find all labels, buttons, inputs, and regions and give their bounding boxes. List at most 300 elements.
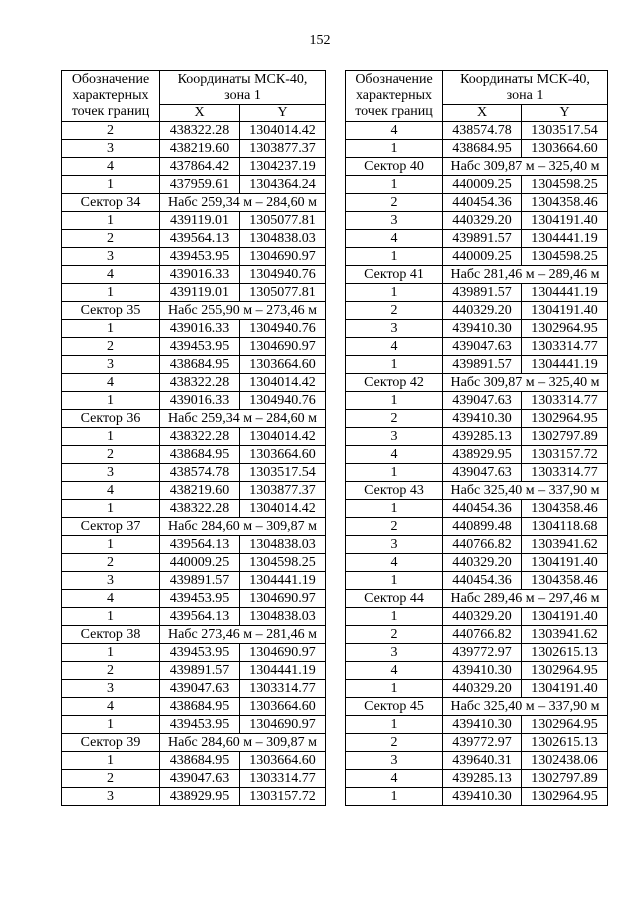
coord-x: 438684.95 — [443, 140, 522, 158]
coord-y: 1304191.40 — [522, 554, 608, 572]
sector-label: Сектор 39 — [62, 734, 160, 752]
table-row — [346, 212, 608, 230]
header-y: Y — [240, 105, 326, 122]
point-number: 4 — [62, 482, 160, 500]
table-row — [346, 644, 608, 662]
coord-x: 439453.95 — [160, 716, 240, 734]
table-row — [346, 788, 608, 806]
sector-row — [346, 374, 608, 392]
sector-label: Сектор 36 — [62, 410, 160, 428]
coord-y: 1304940.76 — [240, 392, 326, 410]
coord-y: 1303664.60 — [240, 752, 326, 770]
coord-y: 1303664.60 — [240, 698, 326, 716]
point-number: 1 — [346, 500, 443, 518]
coord-y: 1303157.72 — [240, 788, 326, 806]
coord-x: 438929.95 — [443, 446, 522, 464]
coord-x: 439453.95 — [160, 644, 240, 662]
point-number: 2 — [346, 410, 443, 428]
table-row — [346, 770, 608, 788]
coord-y: 1304598.25 — [240, 554, 326, 572]
coord-y: 1304838.03 — [240, 230, 326, 248]
table-row — [346, 626, 608, 644]
point-number: 1 — [346, 356, 443, 374]
coord-x: 439453.95 — [160, 248, 240, 266]
table-row — [346, 446, 608, 464]
coord-x: 439016.33 — [160, 392, 240, 410]
table-row — [62, 158, 326, 176]
coord-y: 1304191.40 — [522, 302, 608, 320]
azimuth-range: Набс 309,87 м – 325,40 м — [443, 158, 608, 176]
coord-y: 1303517.54 — [522, 122, 608, 140]
coord-y: 1304690.97 — [240, 248, 326, 266]
coord-y: 1304014.42 — [240, 122, 326, 140]
coord-x: 438574.78 — [160, 464, 240, 482]
table-row — [62, 230, 326, 248]
sector-row — [346, 158, 608, 176]
header-x: X — [443, 105, 522, 122]
coord-x: 439564.13 — [160, 536, 240, 554]
coord-x: 440329.20 — [443, 680, 522, 698]
sector-label: Сектор 44 — [346, 590, 443, 608]
point-number: 1 — [62, 392, 160, 410]
sector-row — [62, 302, 326, 320]
sector-label: Сектор 37 — [62, 518, 160, 536]
coord-y: 1304364.24 — [240, 176, 326, 194]
table-row — [62, 572, 326, 590]
point-number: 1 — [346, 608, 443, 626]
point-number: 1 — [346, 392, 443, 410]
coord-x: 440009.25 — [443, 248, 522, 266]
coord-y: 1305077.81 — [240, 284, 326, 302]
coord-y: 1304358.46 — [522, 500, 608, 518]
point-number: 3 — [346, 536, 443, 554]
table-row — [62, 266, 326, 284]
table-row — [62, 446, 326, 464]
coord-x: 439891.57 — [160, 662, 240, 680]
point-number: 3 — [346, 320, 443, 338]
coord-x: 439119.01 — [160, 284, 240, 302]
coord-x: 437959.61 — [160, 176, 240, 194]
header-coordinates: Координаты МСК-40, зона 1 — [160, 71, 326, 105]
coord-y: 1304838.03 — [240, 536, 326, 554]
coord-x: 439564.13 — [160, 608, 240, 626]
sector-row — [62, 734, 326, 752]
sector-row — [62, 194, 326, 212]
coord-x: 439410.30 — [443, 410, 522, 428]
coord-x: 439410.30 — [443, 716, 522, 734]
sector-row — [62, 518, 326, 536]
point-number: 4 — [62, 158, 160, 176]
azimuth-range: Набс 255,90 м – 273,46 м — [160, 302, 326, 320]
point-number: 3 — [62, 248, 160, 266]
table-row — [62, 320, 326, 338]
point-number: 4 — [62, 698, 160, 716]
point-number: 1 — [62, 500, 160, 518]
table-row — [62, 698, 326, 716]
coord-y: 1304598.25 — [522, 176, 608, 194]
sector-label: Сектор 45 — [346, 698, 443, 716]
table-row — [62, 716, 326, 734]
table-row — [62, 788, 326, 806]
table-row — [62, 464, 326, 482]
table-row — [346, 284, 608, 302]
azimuth-range: Набс 309,87 м – 325,40 м — [443, 374, 608, 392]
azimuth-range: Набс 325,40 м – 337,90 м — [443, 482, 608, 500]
azimuth-range: Набс 259,34 м – 284,60 м — [160, 194, 326, 212]
table-row — [62, 212, 326, 230]
coord-y: 1304690.97 — [240, 644, 326, 662]
coord-y: 1303314.77 — [522, 392, 608, 410]
table-row — [346, 194, 608, 212]
coord-x: 439047.63 — [160, 680, 240, 698]
point-number: 1 — [62, 716, 160, 734]
coord-x: 438684.95 — [160, 446, 240, 464]
coord-y: 1304690.97 — [240, 590, 326, 608]
point-number: 4 — [346, 122, 443, 140]
coord-y: 1303877.37 — [240, 140, 326, 158]
sector-label: Сектор 42 — [346, 374, 443, 392]
table-row — [62, 284, 326, 302]
coord-x: 439047.63 — [443, 392, 522, 410]
table-row — [62, 428, 326, 446]
point-number: 4 — [346, 770, 443, 788]
coord-y: 1302964.95 — [522, 716, 608, 734]
point-number: 1 — [346, 248, 443, 266]
coord-y: 1303517.54 — [240, 464, 326, 482]
table-row — [62, 338, 326, 356]
sector-row — [346, 590, 608, 608]
point-number: 2 — [62, 554, 160, 572]
point-number: 2 — [62, 122, 160, 140]
sector-row — [62, 626, 326, 644]
table-row — [346, 338, 608, 356]
table-row — [346, 230, 608, 248]
point-number: 1 — [62, 320, 160, 338]
coord-y: 1302438.06 — [522, 752, 608, 770]
coord-x: 438322.28 — [160, 428, 240, 446]
coord-y: 1303314.77 — [240, 770, 326, 788]
table-row — [346, 716, 608, 734]
table-row — [346, 140, 608, 158]
point-number: 2 — [346, 626, 443, 644]
table-row — [346, 572, 608, 590]
coord-x: 440009.25 — [160, 554, 240, 572]
coord-x: 440454.36 — [443, 194, 522, 212]
header-coordinates: Координаты МСК-40, зона 1 — [443, 71, 608, 105]
coord-x: 439453.95 — [160, 338, 240, 356]
point-number: 2 — [346, 302, 443, 320]
coord-y: 1304014.42 — [240, 374, 326, 392]
coord-x: 438322.28 — [160, 374, 240, 392]
coord-x: 438219.60 — [160, 482, 240, 500]
point-number: 1 — [346, 788, 443, 806]
point-number: 2 — [346, 518, 443, 536]
point-number: 1 — [346, 140, 443, 158]
point-number: 2 — [62, 230, 160, 248]
point-number: 1 — [346, 284, 443, 302]
table-row — [346, 680, 608, 698]
coord-y: 1303314.77 — [522, 464, 608, 482]
coord-y: 1304358.46 — [522, 194, 608, 212]
point-number: 3 — [62, 356, 160, 374]
coord-y: 1302615.13 — [522, 734, 608, 752]
table-row — [346, 518, 608, 536]
table-row — [346, 734, 608, 752]
point-number: 4 — [62, 590, 160, 608]
coordinates-table-right — [345, 70, 608, 806]
point-number: 1 — [62, 644, 160, 662]
coord-x: 439640.31 — [443, 752, 522, 770]
coord-y: 1304191.40 — [522, 680, 608, 698]
coord-y: 1302797.89 — [522, 770, 608, 788]
coord-x: 439410.30 — [443, 662, 522, 680]
coord-y: 1304690.97 — [240, 716, 326, 734]
coord-x: 440329.20 — [443, 554, 522, 572]
coord-x: 439047.63 — [160, 770, 240, 788]
coord-x: 440329.20 — [443, 212, 522, 230]
point-number: 2 — [62, 662, 160, 680]
coord-y: 1305077.81 — [240, 212, 326, 230]
sector-label: Сектор 38 — [62, 626, 160, 644]
coord-x: 440454.36 — [443, 500, 522, 518]
coord-x: 438684.95 — [160, 752, 240, 770]
coord-x: 439891.57 — [443, 230, 522, 248]
table-row — [346, 122, 608, 140]
coord-x: 439285.13 — [443, 428, 522, 446]
table-row — [62, 356, 326, 374]
table-row — [346, 662, 608, 680]
table-row — [346, 410, 608, 428]
point-number: 1 — [62, 608, 160, 626]
table-row — [62, 644, 326, 662]
table-row — [62, 608, 326, 626]
coord-y: 1304441.19 — [522, 356, 608, 374]
point-number: 3 — [346, 212, 443, 230]
coord-x: 440329.20 — [443, 302, 522, 320]
point-number: 4 — [346, 230, 443, 248]
point-number: 1 — [62, 752, 160, 770]
coord-x: 440766.82 — [443, 626, 522, 644]
coord-x: 440899.48 — [443, 518, 522, 536]
table-row — [346, 302, 608, 320]
point-number: 3 — [346, 752, 443, 770]
table-row — [62, 482, 326, 500]
table-row — [346, 428, 608, 446]
table-row — [346, 248, 608, 266]
coord-x: 438219.60 — [160, 140, 240, 158]
coord-x: 439772.97 — [443, 734, 522, 752]
azimuth-range: Набс 284,60 м – 309,87 м — [160, 734, 326, 752]
point-number: 1 — [346, 176, 443, 194]
coord-y: 1304598.25 — [522, 248, 608, 266]
coord-y: 1303664.60 — [240, 356, 326, 374]
point-number: 2 — [62, 770, 160, 788]
point-number: 4 — [346, 338, 443, 356]
sector-row — [346, 266, 608, 284]
sector-label: Сектор 34 — [62, 194, 160, 212]
table-row — [346, 392, 608, 410]
coord-x: 439285.13 — [443, 770, 522, 788]
point-number: 1 — [346, 572, 443, 590]
coord-y: 1304014.42 — [240, 500, 326, 518]
point-number: 2 — [346, 734, 443, 752]
coord-x: 440454.36 — [443, 572, 522, 590]
coord-x: 439564.13 — [160, 230, 240, 248]
coord-y: 1302964.95 — [522, 788, 608, 806]
coord-y: 1303314.77 — [240, 680, 326, 698]
coord-y: 1303877.37 — [240, 482, 326, 500]
azimuth-range: Набс 259,34 м – 284,60 м — [160, 410, 326, 428]
coord-x: 439453.95 — [160, 590, 240, 608]
coord-y: 1304690.97 — [240, 338, 326, 356]
table-row — [62, 590, 326, 608]
coord-x: 439891.57 — [443, 284, 522, 302]
table-row — [62, 536, 326, 554]
point-number: 1 — [62, 176, 160, 194]
coord-x: 440766.82 — [443, 536, 522, 554]
point-number: 1 — [346, 464, 443, 482]
coord-x: 438929.95 — [160, 788, 240, 806]
coord-y: 1302964.95 — [522, 320, 608, 338]
table-row — [62, 500, 326, 518]
table-row — [346, 500, 608, 518]
point-number: 2 — [62, 338, 160, 356]
table-row — [346, 356, 608, 374]
header-y: Y — [522, 105, 608, 122]
sector-row — [62, 410, 326, 428]
coord-y: 1302964.95 — [522, 410, 608, 428]
table-row — [346, 608, 608, 626]
table-row — [346, 536, 608, 554]
coord-y: 1304838.03 — [240, 608, 326, 626]
azimuth-range: Набс 289,46 м – 297,46 м — [443, 590, 608, 608]
coord-y: 1302615.13 — [522, 644, 608, 662]
sector-label: Сектор 41 — [346, 266, 443, 284]
sector-row — [346, 698, 608, 716]
coord-y: 1304014.42 — [240, 428, 326, 446]
table-row — [62, 140, 326, 158]
table-row — [346, 320, 608, 338]
coord-x: 439016.33 — [160, 320, 240, 338]
coord-y: 1304441.19 — [522, 230, 608, 248]
point-number: 1 — [62, 212, 160, 230]
point-number: 1 — [62, 284, 160, 302]
point-number: 3 — [62, 464, 160, 482]
coord-x: 440329.20 — [443, 608, 522, 626]
coord-x: 440009.25 — [443, 176, 522, 194]
coord-y: 1304237.19 — [240, 158, 326, 176]
point-number: 1 — [62, 536, 160, 554]
table-row — [62, 752, 326, 770]
azimuth-range: Набс 325,40 м – 337,90 м — [443, 698, 608, 716]
point-number: 2 — [346, 194, 443, 212]
table-row — [62, 122, 326, 140]
coord-x: 438574.78 — [443, 122, 522, 140]
table-row — [62, 662, 326, 680]
table-row — [346, 554, 608, 572]
sector-row — [346, 482, 608, 500]
table-row — [346, 176, 608, 194]
table-row — [62, 680, 326, 698]
table-row — [346, 464, 608, 482]
point-number: 3 — [62, 572, 160, 590]
coord-y: 1304118.68 — [522, 518, 608, 536]
point-number: 3 — [62, 140, 160, 158]
header-designation: Обозначение характерных точек границ — [62, 71, 160, 122]
coord-y: 1304940.76 — [240, 266, 326, 284]
coord-x: 437864.42 — [160, 158, 240, 176]
coord-y: 1303664.60 — [522, 140, 608, 158]
point-number: 4 — [62, 374, 160, 392]
sector-label: Сектор 40 — [346, 158, 443, 176]
azimuth-range: Набс 281,46 м – 289,46 м — [443, 266, 608, 284]
coord-y: 1302964.95 — [522, 662, 608, 680]
point-number: 4 — [62, 266, 160, 284]
coord-x: 439772.97 — [443, 644, 522, 662]
coord-y: 1303941.62 — [522, 536, 608, 554]
coord-y: 1304441.19 — [240, 662, 326, 680]
point-number: 3 — [346, 428, 443, 446]
coord-x: 439119.01 — [160, 212, 240, 230]
point-number: 4 — [346, 554, 443, 572]
coord-y: 1303941.62 — [522, 626, 608, 644]
table-row — [62, 374, 326, 392]
coord-x: 438684.95 — [160, 698, 240, 716]
point-number: 3 — [346, 644, 443, 662]
coord-y: 1304191.40 — [522, 608, 608, 626]
coord-y: 1302797.89 — [522, 428, 608, 446]
point-number: 4 — [346, 662, 443, 680]
coord-x: 439410.30 — [443, 320, 522, 338]
header-x: X — [160, 105, 240, 122]
coord-x: 439047.63 — [443, 464, 522, 482]
sector-label: Сектор 35 — [62, 302, 160, 320]
table-row — [62, 248, 326, 266]
table-row — [62, 770, 326, 788]
point-number: 4 — [346, 446, 443, 464]
point-number: 1 — [62, 428, 160, 446]
coord-y: 1303664.60 — [240, 446, 326, 464]
coord-y: 1304441.19 — [240, 572, 326, 590]
coordinates-table-left — [61, 70, 326, 806]
coord-x: 439047.63 — [443, 338, 522, 356]
coord-y: 1303157.72 — [522, 446, 608, 464]
header-designation: Обозначение характерных точек границ — [346, 71, 443, 122]
coord-x: 438322.28 — [160, 500, 240, 518]
coord-x: 438684.95 — [160, 356, 240, 374]
coord-y: 1303314.77 — [522, 338, 608, 356]
coord-y: 1304358.46 — [522, 572, 608, 590]
table-row — [62, 176, 326, 194]
coord-y: 1304191.40 — [522, 212, 608, 230]
page-number: 152 — [309, 33, 331, 48]
point-number: 3 — [62, 680, 160, 698]
azimuth-range: Набс 284,60 м – 309,87 м — [160, 518, 326, 536]
point-number: 1 — [346, 716, 443, 734]
coord-x: 438322.28 — [160, 122, 240, 140]
point-number: 1 — [346, 680, 443, 698]
sector-label: Сектор 43 — [346, 482, 443, 500]
coord-x: 439016.33 — [160, 266, 240, 284]
azimuth-range: Набс 273,46 м – 281,46 м — [160, 626, 326, 644]
coord-y: 1304441.19 — [522, 284, 608, 302]
point-number: 2 — [62, 446, 160, 464]
table-row — [62, 392, 326, 410]
coord-y: 1304940.76 — [240, 320, 326, 338]
coord-x: 439410.30 — [443, 788, 522, 806]
table-row — [346, 752, 608, 770]
coord-x: 439891.57 — [160, 572, 240, 590]
